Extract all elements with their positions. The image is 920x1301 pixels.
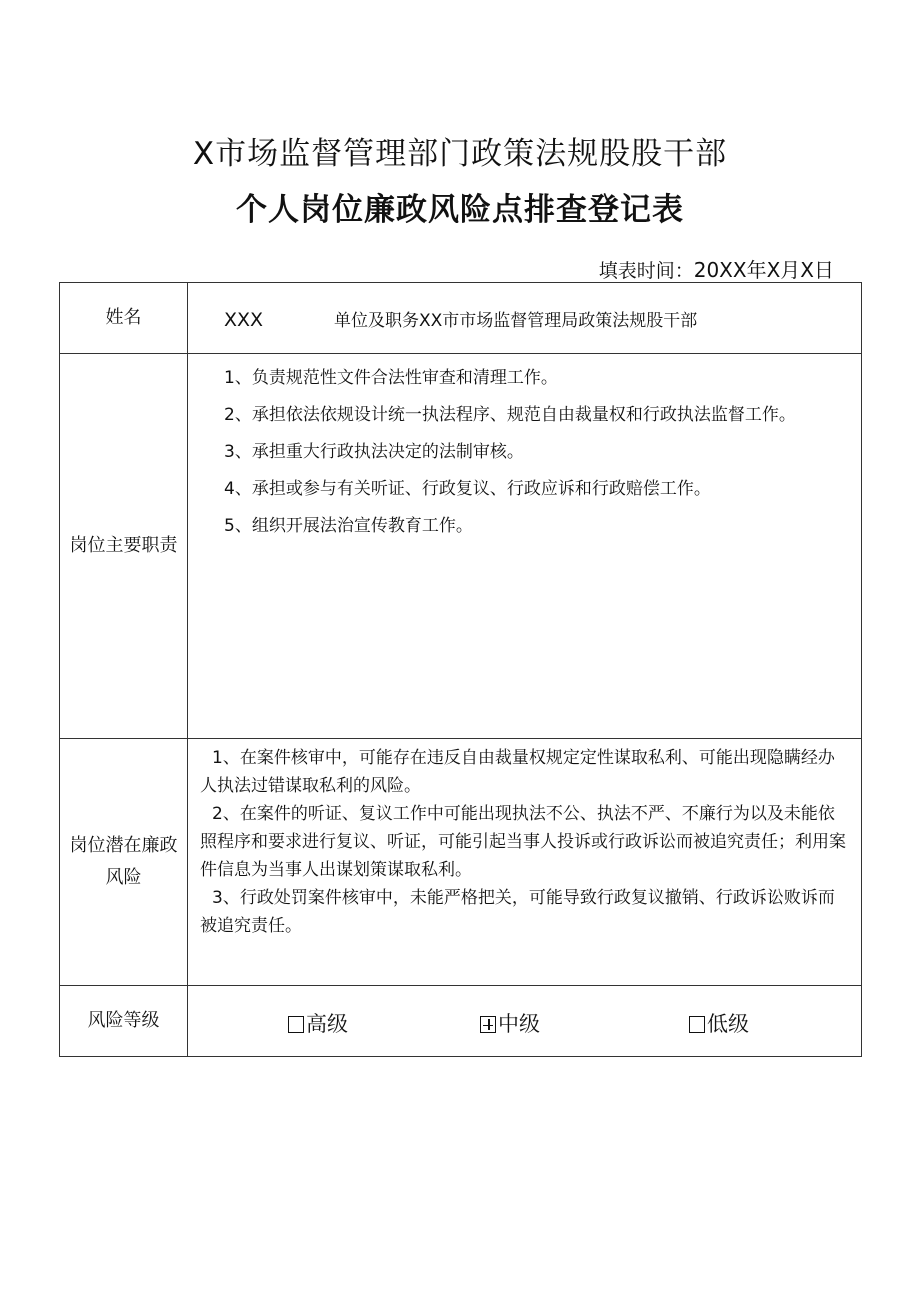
level-option-medium[interactable] <box>480 1008 540 1038</box>
duty-label: 岗位主要职责 <box>60 354 188 739</box>
name-value-cell <box>188 283 862 354</box>
name-row <box>60 283 862 354</box>
checkbox-medium-checked[interactable] <box>480 1016 496 1033</box>
duty-item: 4、承担或参与有关听证、行政复议、行政应诉和行政赔偿工作。 <box>224 479 711 499</box>
level-option-low[interactable] <box>689 1008 749 1038</box>
unit-position: 单位及职务XX市市场监督管理局政策法规股干部 <box>334 310 698 331</box>
level-option-high[interactable] <box>288 1008 348 1038</box>
level-medium-label: 中级 <box>498 1012 540 1036</box>
risk-cell <box>188 739 862 986</box>
fill-date-label: 填表时间： <box>598 260 694 282</box>
risk-label: 岗位潜在廉政风险 <box>60 739 188 986</box>
duty-row <box>60 354 862 739</box>
level-cell <box>188 986 862 1057</box>
checkbox-low[interactable] <box>689 1016 705 1033</box>
registration-form <box>59 282 862 1057</box>
name-label: 姓名 <box>60 283 188 354</box>
title-line-2: 个人岗位廉政风险点排查登记表 <box>236 192 684 228</box>
duty-cell <box>188 354 862 739</box>
risk-item: 2、在案件的听证、复议工作中可能出现执法不公、执法不严、不廉行为以及未能依照程序和要求进行复议、听证，可能引起当事人投诉或行政诉讼而被追究责任；利用案件信息为当事人出谋划策谋取私利。 <box>200 804 846 880</box>
level-row <box>60 986 862 1057</box>
duty-item: 1、负责规范性文件合法性审查和清理工作。 <box>224 368 558 388</box>
fill-date <box>599 254 834 283</box>
risk-row <box>60 739 862 986</box>
duty-item: 5、组织开展法治宣传教育工作。 <box>224 516 473 536</box>
level-low-label: 低级 <box>707 1012 749 1036</box>
name-value: XXX <box>224 308 264 331</box>
title-line-1: X市场监督管理部门政策法规股股干部 <box>192 136 728 172</box>
fill-date-value: 20XX年X月X日 <box>693 258 834 282</box>
level-high-label: 高级 <box>306 1012 348 1036</box>
duty-item: 3、承担重大行政执法决定的法制审核。 <box>224 442 524 462</box>
duty-item: 2、承担依法依规设计统一执法程序、规范自由裁量权和行政执法监督工作。 <box>224 405 796 425</box>
level-label: 风险等级 <box>60 986 188 1057</box>
risk-item: 1、在案件核审中，可能存在违反自由裁量权规定定性谋取私利、可能出现隐瞒经办人执法过错谋取私利的风险。 <box>200 748 835 796</box>
checkbox-high[interactable] <box>288 1016 304 1033</box>
risk-item: 3、行政处罚案件核审中，未能严格把关，可能导致行政复议撤销、行政诉讼败诉而被追究责任。 <box>200 888 835 936</box>
